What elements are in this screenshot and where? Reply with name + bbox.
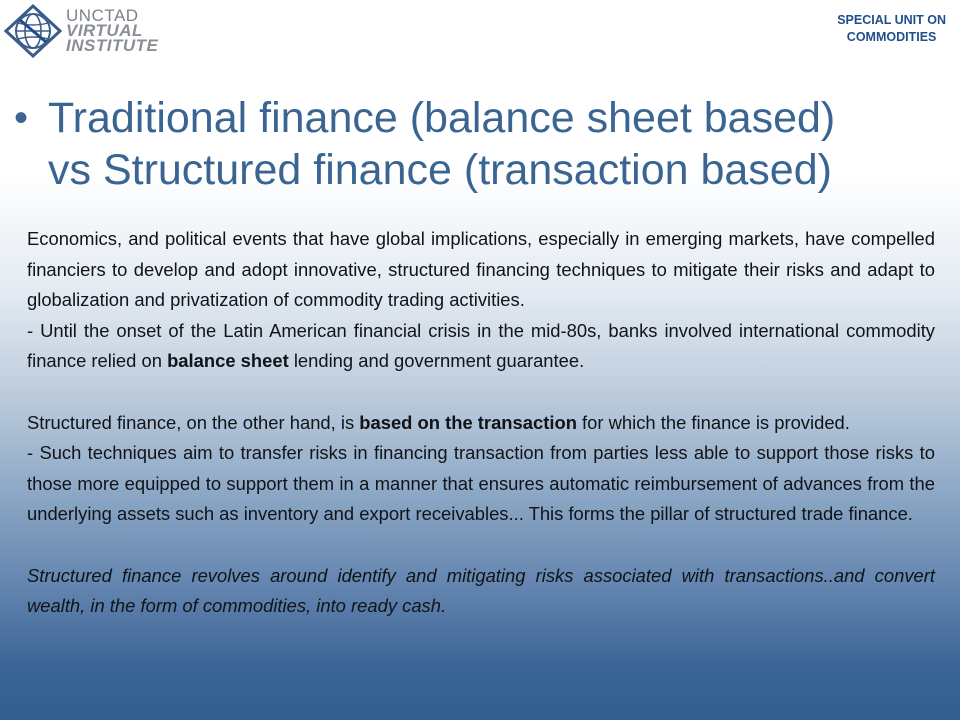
slide-title (14, 92, 954, 196)
title-line-2: vs Structured finance (transaction based) (48, 146, 832, 194)
special-unit-label (837, 12, 946, 46)
paragraph-intro: Economics, and political events that have global implications, especially in emerging markets, have compelled financiers to develop and adopt innovative, structured financing techniques to mitigate their risks and adapt to globalization and privatization of commodity trading activities. (27, 228, 935, 311)
title-line-1: Traditional finance (balance sheet based) (48, 94, 836, 142)
slide-body (27, 224, 935, 622)
logo-line-virtual: VIRTUAL (66, 21, 143, 40)
paragraph-traditional-pre: - Until the onset of the Latin American financial crisis in the mid-80s, banks involved international commodity finance relied on (27, 319, 935, 372)
paragraph-techniques: - Such techniques aim to transfer risks in financing transaction from parties less able to support those risks to those more equipped to support them in a manner that ensures automatic reimbursement of advances from the underlying assets such as inventory and export receivables... This forms the pillar of structured trade finance. (27, 442, 935, 525)
paragraph-traditional (27, 316, 935, 377)
paragraph-structured (27, 408, 935, 439)
unit-line-1: SPECIAL UNIT ON (837, 13, 946, 27)
title-bullet: • (14, 96, 29, 140)
logo-line-institute: INSTITUTE (66, 36, 159, 55)
balance-sheet-emphasis: balance sheet (167, 350, 289, 372)
spacer (27, 377, 935, 408)
unit-line-2: COMMODITIES (846, 30, 937, 44)
unctad-logo (4, 4, 164, 56)
globe-logo-icon (4, 4, 62, 58)
logo-line-unctad: UNCTAD (66, 6, 139, 25)
paragraph-structured-pre: Structured finance, on the other hand, is (27, 411, 360, 433)
spacer (27, 530, 935, 561)
paragraph-conclusion: Structured finance revolves around identify and mitigating risks associated with transactions..and convert wealth, in the form of commodities, into ready cash. (27, 564, 935, 617)
paragraph-structured-post: for which the finance is provided. (576, 411, 850, 433)
paragraph-traditional-post: lending and government guarantee. (288, 350, 585, 372)
transaction-emphasis: based on the transaction (359, 411, 577, 433)
